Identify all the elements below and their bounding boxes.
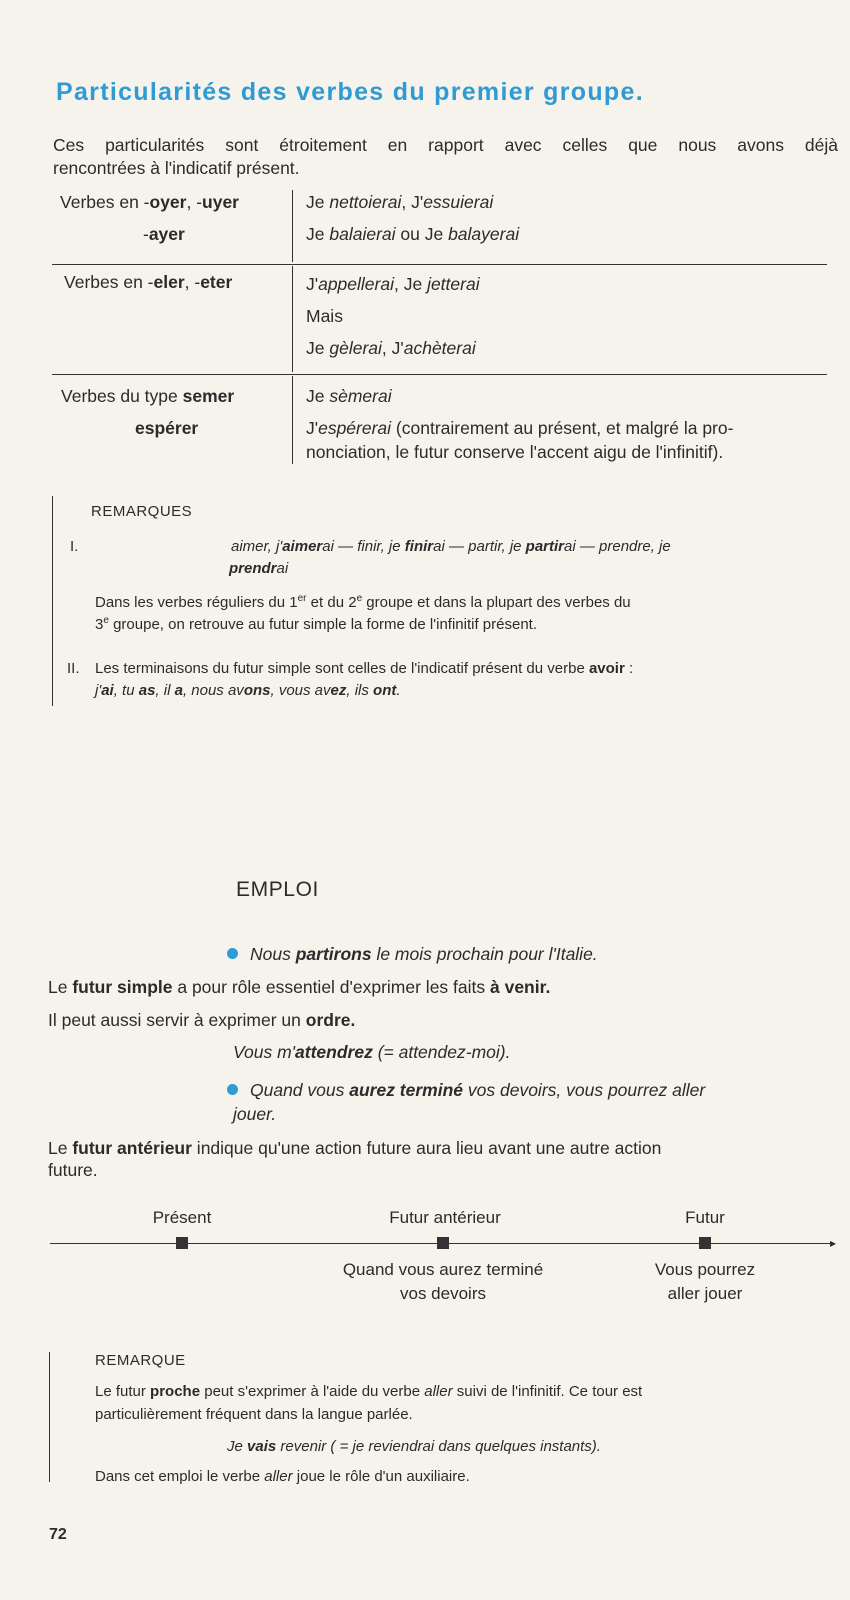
remark-example: prendrai — [229, 560, 289, 577]
page-title: Particularités des verbes du premier groupe. — [56, 78, 644, 106]
remarks-bar — [52, 496, 53, 706]
paragraph: Le futur antérieur indique qu'une action future aura lieu avant une autre action — [48, 1138, 662, 1158]
row-example: Je balaierai ou Je balayerai — [306, 224, 520, 244]
table-divider-vertical — [292, 190, 293, 262]
remark-example: Je vais revenir ( = je reviendrai dans quelques instants). — [227, 1438, 601, 1455]
bullet-icon — [227, 1084, 238, 1095]
timeline-marker — [176, 1237, 188, 1249]
row-label: Verbes en -eler, -eter — [64, 272, 233, 292]
table-divider-vertical — [292, 376, 293, 464]
remark-text: 3e groupe, on retrouve au futur simple la forme de l'infinitif présent. — [95, 615, 537, 633]
remark-text: j'ai, tu as, il a, nous avons, vous avez, ils ont. — [95, 682, 401, 699]
remark-heading: REMARQUE — [95, 1352, 186, 1369]
row-label: Verbes du type semer — [61, 386, 235, 406]
remark-bar — [49, 1352, 50, 1482]
remark-text: Les terminaisons du futur simple sont celles de l'indicatif présent du verbe avoir : — [95, 660, 634, 677]
row-label: Verbes en -oyer, -uyer — [60, 192, 239, 212]
remark-text: Dans cet emploi le verbe aller joue le rôle d'un auxiliaire. — [95, 1468, 470, 1485]
intro-line: rencontrées à l'indicatif présent. — [53, 158, 300, 178]
row-example: J'espérerai (contrairement au présent, et malgré la pro- — [306, 418, 734, 438]
remarks-heading: REMARQUES — [91, 503, 193, 520]
intro-paragraph — [53, 134, 838, 180]
row-label: espérer — [135, 418, 199, 438]
remark-example: aimer, j'aimerai — finir, je finirai — partir, je partirai — prendre, je — [231, 538, 671, 555]
paragraph: future. — [48, 1160, 98, 1180]
timeline-label: Futur antérieur — [389, 1208, 501, 1227]
row-example: nonciation, le futur conserve l'accent aigu de l'infinitif). — [306, 442, 724, 462]
timeline-caption: Quand vous aurez terminé vos devoirs — [342, 1260, 544, 1303]
example-sentence: Quand vous aurez terminé vos devoirs, vous pourrez aller — [227, 1080, 705, 1101]
timeline-label: Présent — [152, 1208, 212, 1227]
table-divider-vertical — [292, 266, 293, 372]
remark-text: particulièrement fréquent dans la langue parlée. — [95, 1406, 413, 1423]
paragraph: Il peut aussi servir à exprimer un ordre. — [48, 1010, 356, 1030]
bullet-icon — [227, 948, 238, 959]
row-example: Je nettoierai, J'essuierai — [306, 192, 494, 212]
row-example: Je sèmerai — [306, 386, 392, 406]
paragraph: Le futur simple a pour rôle essentiel d'exprimer les faits à venir. — [48, 977, 551, 997]
table-divider-horizontal — [52, 264, 827, 265]
example-sentence: Nous partirons le mois prochain pour l'Italie. — [227, 944, 598, 965]
timeline-marker — [437, 1237, 449, 1249]
intro-line: Ces particularités sont étroitement en rapport avec celles que nous avons déjà — [53, 135, 838, 155]
row-example: Mais — [306, 306, 343, 326]
row-example: Je gèlerai, J'achèterai — [306, 338, 476, 358]
arrow-head-icon: ▸ — [830, 1236, 837, 1250]
remark-number: II. — [67, 660, 80, 677]
remark-number: I. — [70, 538, 79, 555]
timeline-label: Futur — [685, 1208, 725, 1227]
row-label: -ayer — [143, 224, 185, 244]
remark-text: Le futur proche peut s'exprimer à l'aide du verbe aller suivi de l'infinitif. Ce tour est — [95, 1383, 643, 1400]
page-number: 72 — [49, 1526, 67, 1543]
example-sentence: Vous m'attendrez (= attendez-moi). — [233, 1042, 511, 1062]
timeline-marker — [699, 1237, 711, 1249]
remark-text: Dans les verbes réguliers du 1er et du 2e groupe et dans la plupart des verbes du — [95, 593, 631, 611]
example-sentence: jouer. — [233, 1104, 277, 1124]
row-example: J'appellerai, Je jetterai — [306, 274, 480, 294]
section-heading: EMPLOI — [236, 878, 319, 901]
timeline-caption: Vous pourrez aller jouer — [654, 1260, 756, 1303]
table-divider-horizontal — [52, 374, 827, 375]
